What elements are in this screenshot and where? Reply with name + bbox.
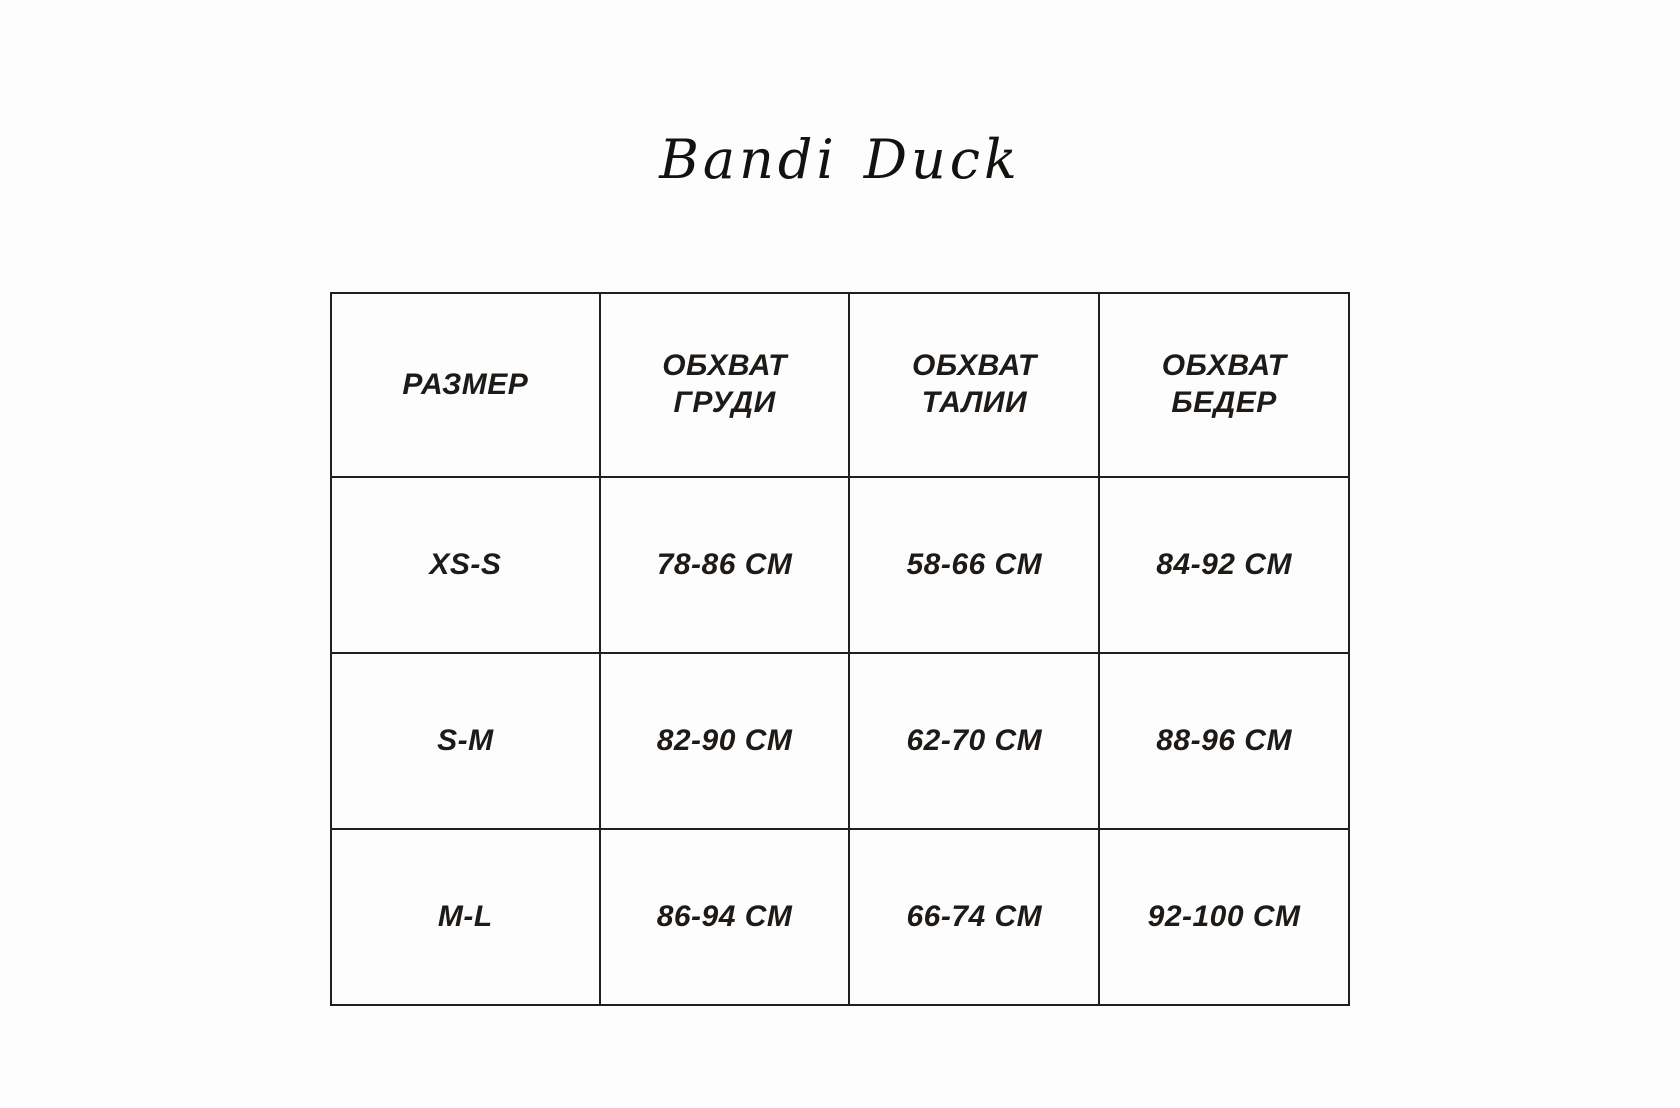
cell-hips: 88-96 СМ — [1099, 653, 1349, 829]
cell-size: XS-S — [331, 477, 600, 653]
brand-word-two: Duck — [863, 128, 1021, 191]
column-header-hips — [1099, 293, 1349, 477]
size-table-container — [330, 292, 1350, 1006]
column-header-waist — [849, 293, 1099, 477]
brand-word-one: Bandi — [659, 128, 838, 191]
cell-waist: 62-70 СМ — [849, 653, 1099, 829]
column-header-hips-line2: БЕДЕР — [1171, 386, 1277, 419]
cell-waist: 58-66 СМ — [849, 477, 1099, 653]
column-header-chest-line2: ГРУДИ — [673, 386, 776, 419]
table-row — [331, 829, 1349, 1005]
column-header-size — [331, 293, 600, 477]
column-header-hips-line1: ОБХВАТ — [1161, 349, 1287, 383]
size-table — [330, 292, 1350, 1006]
column-header-waist-line1: ОБХВАТ — [911, 349, 1037, 383]
column-header-waist-line2: ТАЛИИ — [921, 386, 1028, 419]
size-table-body — [331, 477, 1349, 1005]
cell-hips: 92-100 СМ — [1099, 829, 1349, 1005]
cell-chest: 86-94 СМ — [600, 829, 850, 1005]
cell-size: M-L — [331, 829, 600, 1005]
cell-chest: 78-86 СМ — [600, 477, 850, 653]
brand-logo — [0, 128, 1680, 191]
table-header-row — [331, 293, 1349, 477]
column-header-chest — [600, 293, 850, 477]
table-row — [331, 653, 1349, 829]
column-header-size-line1: РАЗМЕР — [402, 367, 529, 401]
cell-size: S-M — [331, 653, 600, 829]
cell-chest: 82-90 СМ — [600, 653, 850, 829]
column-header-chest-line1: ОБХВАТ — [662, 349, 787, 383]
cell-hips: 84-92 СМ — [1099, 477, 1349, 653]
cell-waist: 66-74 СМ — [849, 829, 1099, 1005]
table-row — [331, 477, 1349, 653]
size-table-head — [331, 293, 1349, 477]
